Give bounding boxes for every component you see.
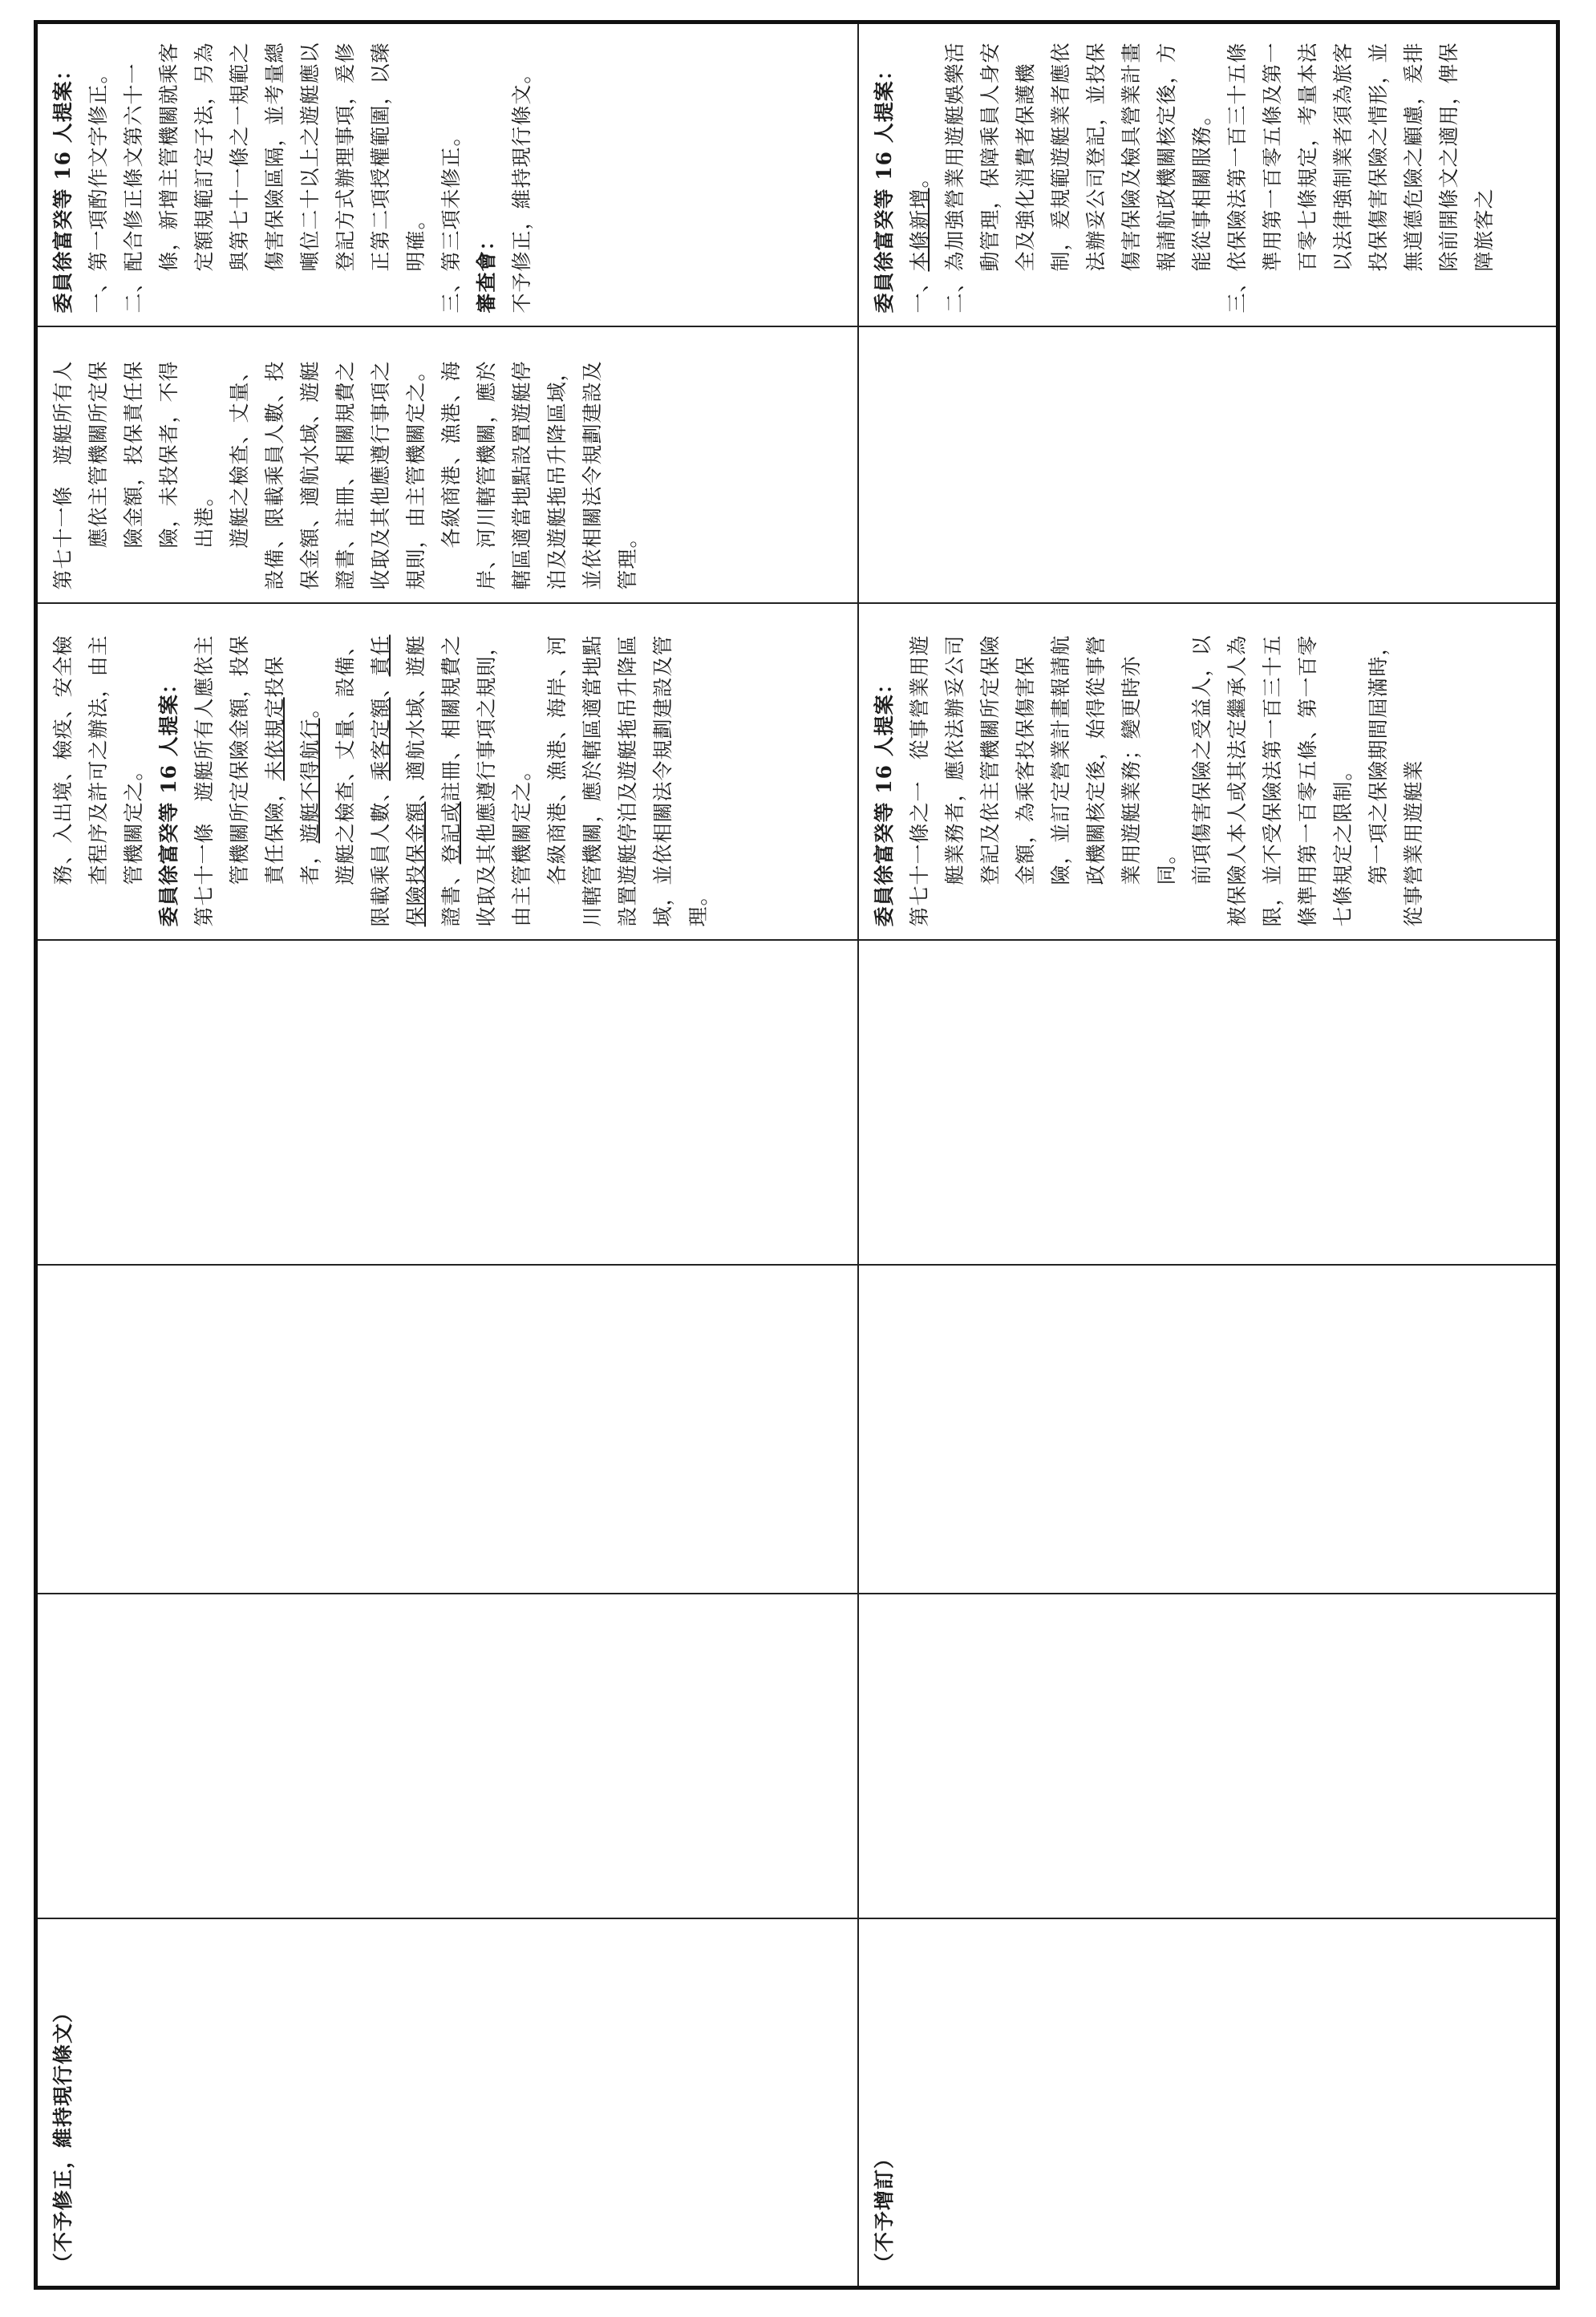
article-paragraph-1: 第七十一條 遊艇所有人應依主管機關所定保險金額，投保責任保險，未依規定投保者，遊艇不得航行。 [192,634,322,927]
current-article-paragraph-2: 遊艇之檢查、丈量、設備、限載乘員人數、投保金額、適航水域、遊艇證書、註冊、相關規費之收取及其他應遵行事項之規則，由主管機關定之。 [228,360,427,590]
explanation-heading: 委員徐富癸等 16 人提案： [51,59,75,314]
explanation-item: 一、本條新增。 [907,167,931,314]
explanation-item: 一、第一項酌作文字修正。 [87,63,110,314]
cell-review-decision [36,1919,858,2288]
table-row [36,22,858,2288]
cell-empty [36,1266,858,1594]
article-paragraph-3: 各級商港、漁港、海岸、河川轄管機關，應於轄區適當地點設置遊艇停泊及遊艇拖吊升降區域，並依相關法令規劃建設及管理。 [545,634,710,927]
article-paragraph-2: 遊艇之檢查、丈量、設備、限載乘員人數、乘客定額、責任保險投保金額、適航水域、遊艇證書、登記或註冊、相關規費之收取及其他應遵行事項之規則，由主管機關定之。 [334,634,533,927]
proposal-heading: 委員徐富癸等 16 人提案： [872,673,896,927]
continued-text: 務、入出境、檢疫、安全檢查程序及許可之辦法，由主管機關定之。 [51,634,145,885]
review-decision-text: （不予增訂） [872,2147,896,2273]
cell-current-law [858,327,1558,604]
article-paragraph-1: 第七十一條之一 從事營業用遊艇業務者，應依法辦妥公司登記及依主管機關所定保險金額，為乘客投保傷害保險，並訂定營業計畫報請航政機關核定後，始得從事營業用遊艇業務；變更時亦同。 [907,634,1178,927]
cell-empty [858,1594,1558,1919]
cell-explanation [36,22,858,327]
comparison-table [34,20,1560,2290]
cell-empty [36,1594,858,1919]
article-paragraph-2: 前項傷害保險之受益人，以被保險人本人或其法定繼承人為限，並不受保險法第一百三十五條準用第一百零五條、第一百零七條規定之限制。 [1189,634,1355,927]
explanation-item: 二、為加強營業用遊艇娛樂活動管理，保障乘員人身安全及強化消費者保護機制，爰規範遊艇業者應依法辦妥公司登記，並投保傷害保險及檢具營業計畫報請航政機關核定後，方能從事相關服務。 [942,42,1213,314]
cell-empty [858,1266,1558,1594]
review-heading: 審查會： [475,229,498,314]
review-decision-text: （不予修正，維持現行條文） [51,2001,75,2273]
current-article-paragraph-1: 第七十一條 遊艇所有人應依主管機關所定保險金額，投保責任保險，未投保者，不得出港。 [51,360,216,590]
article-paragraph-3: 第一項之保險期間屆滿時，從事營業用遊艇業 [1366,634,1425,927]
proposal-heading: 委員徐富癸等 16 人提案： [157,673,180,927]
cell-current-law [36,327,858,604]
explanation-item: 三、第三項未修正。 [440,125,463,314]
cell-empty [36,941,858,1266]
current-article-paragraph-3: 各級商港、漁港、海岸、河川轄管機關，應於轄區適當地點設置遊艇停泊及遊艇拖吊升降區域，並依相關法令規劃建設及管理。 [440,360,639,590]
explanation-heading: 委員徐富癸等 16 人提案： [872,59,896,314]
explanation-item: 三、依保險法第一百三十五條準用第一百零五條及第一百零七條規定，考量本法以法律強制業者須為旅客投保傷害保險之情形，並無道德危險之顧慮，爰排除前開條文之適用，俾保障旅客之 [1225,42,1496,314]
review-body: 不予修正，維持現行條文。 [510,63,533,314]
table-row [858,22,1558,2288]
cell-review-decision [858,1919,1558,2288]
cell-empty [858,941,1558,1266]
cell-explanation [858,22,1558,327]
explanation-item: 二、配合修正條文第六十一條，新增主管機關就乘客定額規範訂定子法，另為與第七十一條之一規範之傷害保險區隔，並考量總噸位二十以上之遊艇應以登記方式辦理事項，爰修正第二項授權範圍，以臻明確。 [122,42,427,314]
cell-proposal-text [858,604,1558,941]
cell-proposal-text [36,604,858,941]
